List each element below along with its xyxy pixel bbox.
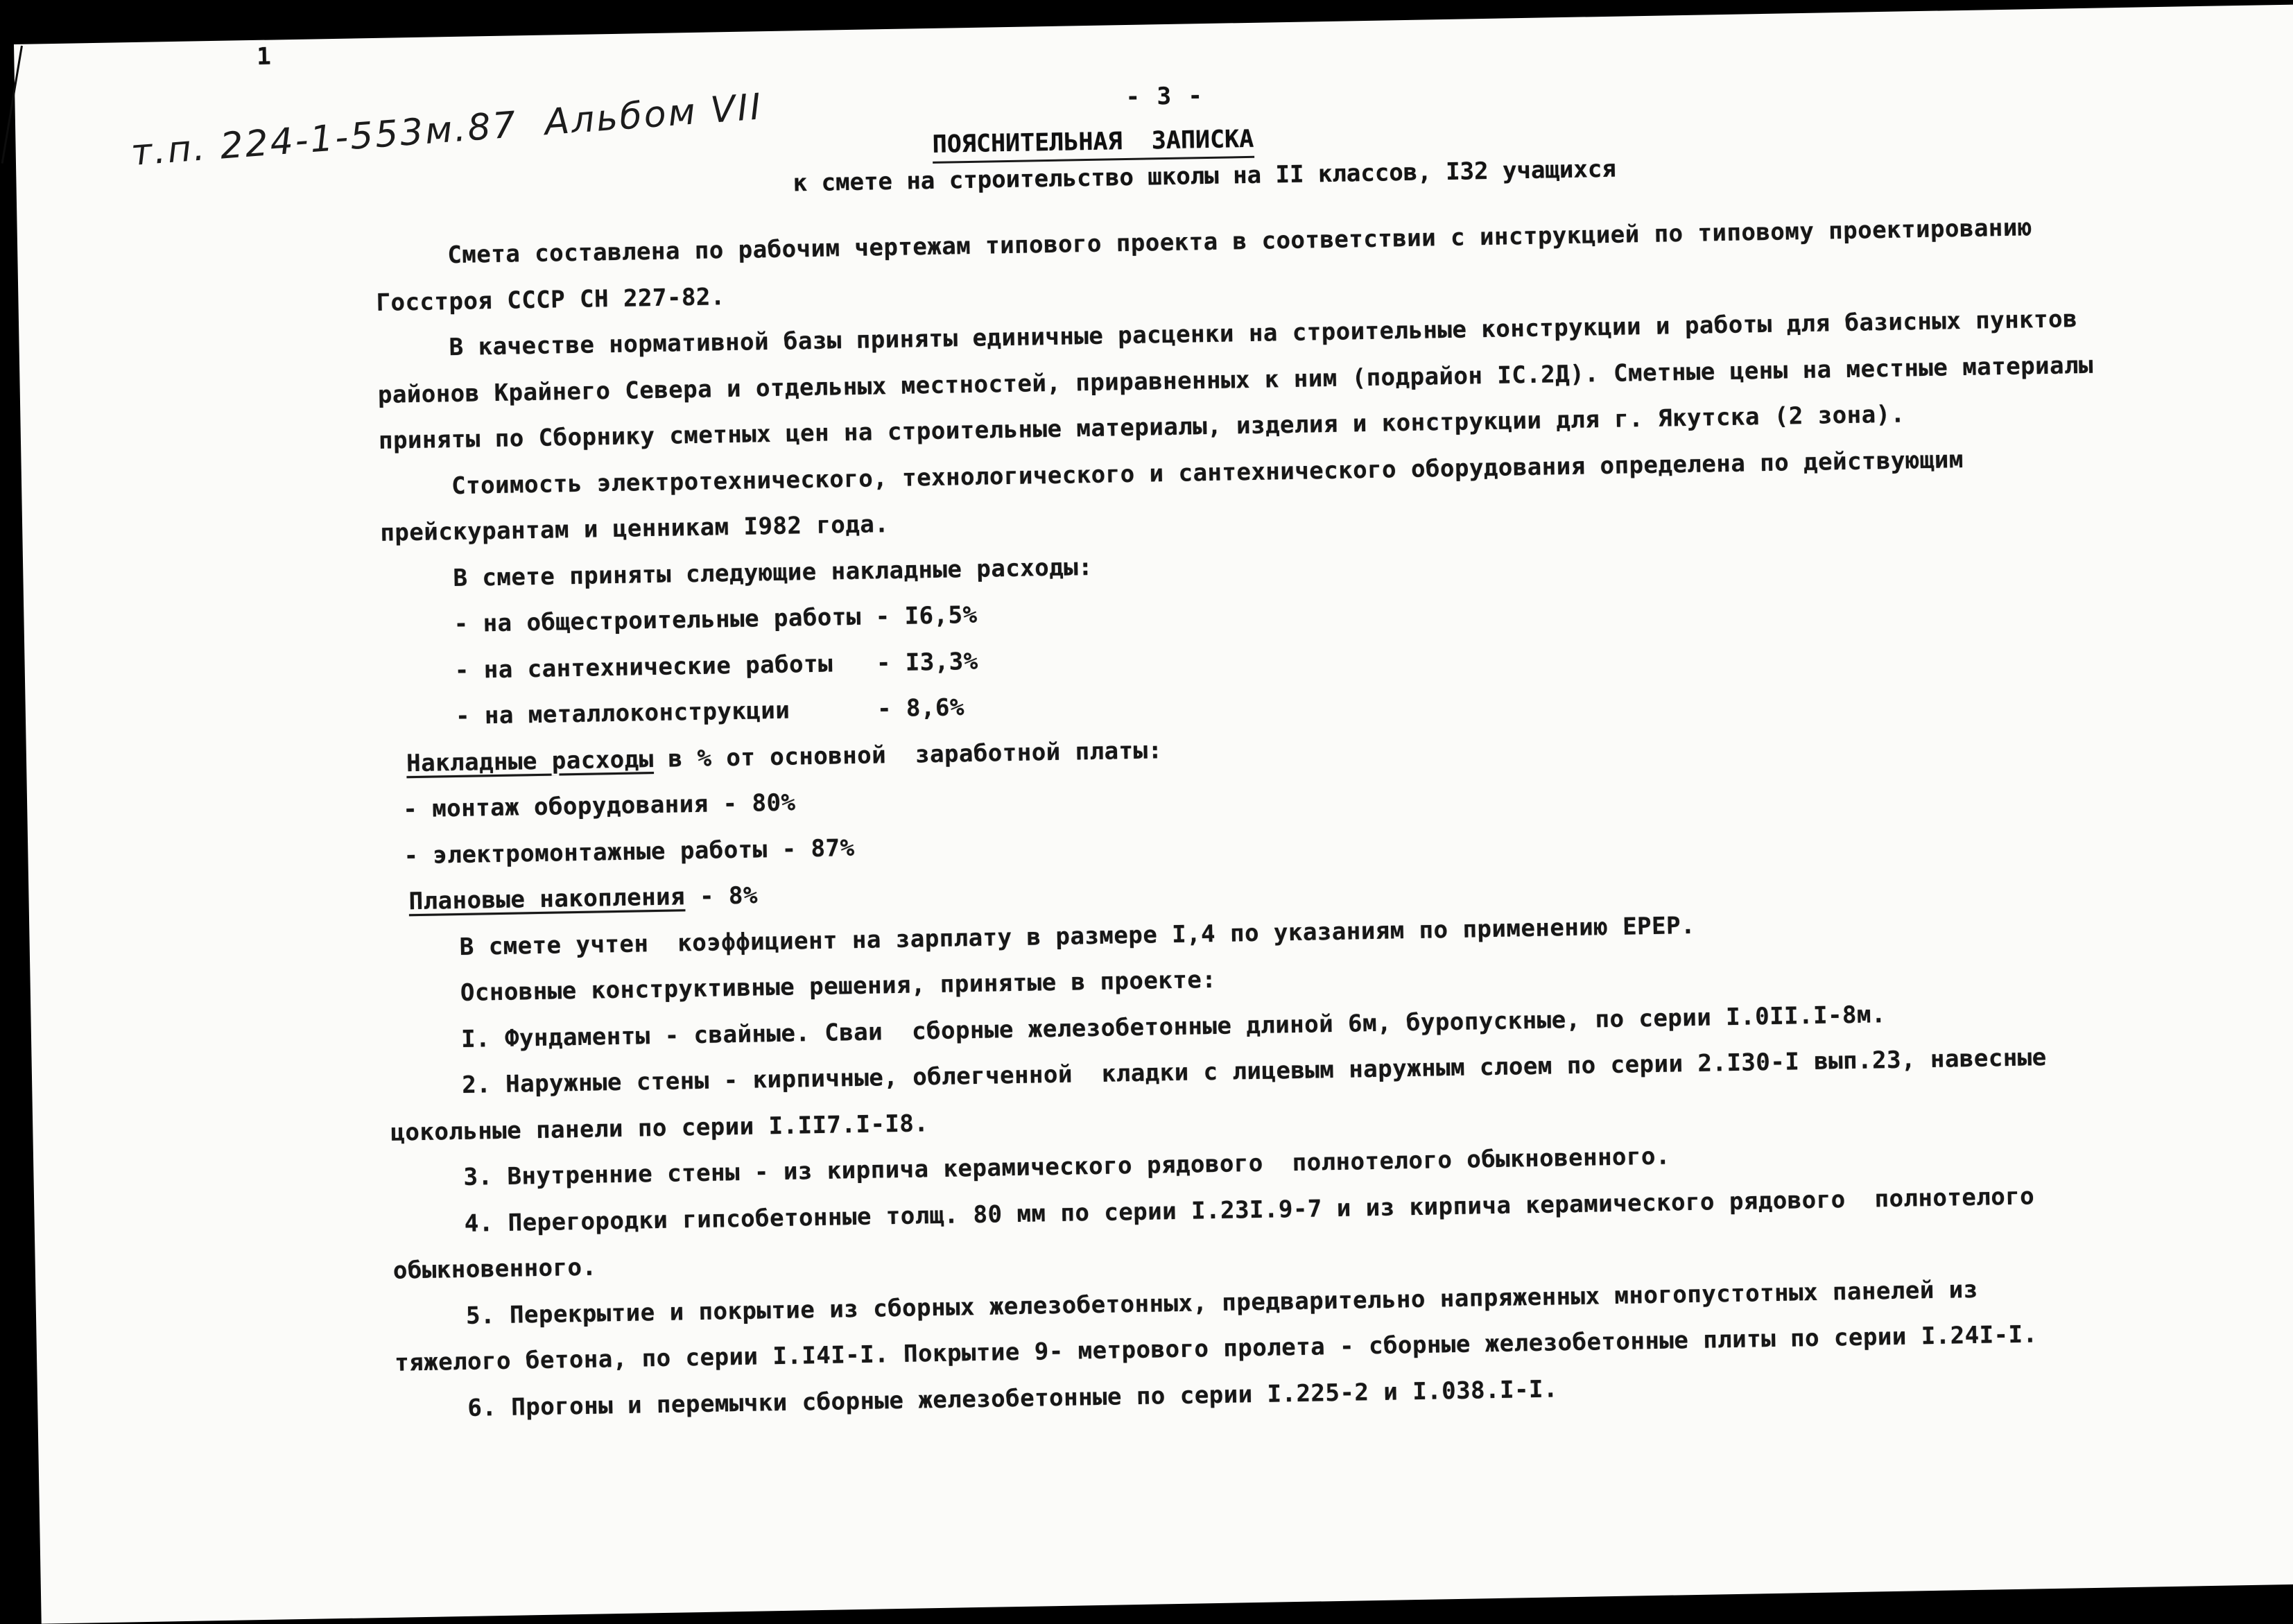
handwritten-tick-mark: 1 (257, 42, 272, 71)
document-line: 6. Прогоны и перемычки сборные железобетонные по серии I.225-2 и I.038.I-I. (467, 1374, 1559, 1422)
underlined-phrase: Накладные расходы (406, 745, 654, 777)
document-line: прейскурантам и ценникам I982 года. (380, 510, 890, 547)
document-line: I. Фундаменты - свайные. Сваи сборные железобетонные длиной 6м, буропускные, по серии I.0II.I-8м. (460, 1000, 1887, 1053)
document-line: цокольные панели по серии I.II7.I-I8. (390, 1109, 929, 1147)
document-line: обыкновенного. (392, 1253, 597, 1285)
document-line: 3. Внутренние стены - из кирпича керамического рядового полнотелого обыкновенного. (463, 1142, 1671, 1191)
document-line: - на общестроительные работы - I6,5% (453, 601, 978, 639)
document-line: Стоимость электротехнического, технологического и сантехнического оборудования определена по действующим (451, 445, 1964, 500)
document-line: приняты по Сборнику сметных цен на строительные материалы, изделия и конструкции для г. Якутска (2 зона). (378, 400, 1905, 455)
document-line: - электромонтажные работы - 87% (404, 833, 855, 870)
document-title: ПОЯСНИТЕЛЬНАЯ ЗАПИСКА (932, 126, 1254, 164)
underlined-phrase: Плановые накопления (408, 883, 686, 916)
document-line: Плановые накопления - 8% (408, 881, 759, 916)
document-line: Основные конструктивные решения, принятые в проекте: (460, 965, 1217, 1007)
document-line: - монтаж оборудования - 80% (402, 788, 796, 824)
document-line: районов Крайнего Севера и отдельных местностей, приравненных к ним (подрайон IС.2Д). Сметные цены на местные материалы (377, 351, 2094, 409)
page-number: - 3 - (1125, 82, 1204, 112)
document-line: тяжелого бетона, по серии I.I4I-I. Покрытие 9- метрового пролета - сборные железобетонные плиты по серии I.24I-I. (394, 1320, 2038, 1377)
document-line: Накладные расходы в % от основной заработной платы: (406, 736, 1163, 777)
document-body (375, 204, 2111, 1433)
handwritten-project-code: т.п. 224-1-553м.87 Альбом VII (129, 86, 765, 175)
document-line: В качестве нормативной базы приняты единичные расценки на строительные конструкции и работы для базисных пунктов (449, 305, 2078, 362)
scanned-page (14, 3, 2293, 1623)
document-line: В смете учтен коэффициент на зарплату в размере I,4 по указаниям по применению ЕРЕР. (459, 911, 1696, 961)
document-line: В смете приняты следующие накладные расходы: (453, 553, 1093, 592)
document-line: - на сантехнические работы - I3,3% (454, 647, 979, 684)
document-line: 2. Наружные стены - кирпичные, облегченной кладки с лицевым наружным слоем по серии 2.I30-I вып.23, навесные (461, 1044, 2047, 1099)
document-line: - на металлоконструкции - 8,6% (455, 693, 965, 731)
document-line: 4. Перегородки гипсобетонные толщ. 80 мм по серии I.23I.9-7 и из кирпича керамического рядового полнотелого (464, 1182, 2035, 1238)
document-line: 5. Перекрытие и покрытие из сборных железобетонных, предварительно напряженных многопустотных панелей из (465, 1275, 1978, 1330)
document-line: Смета составлена по рабочим чертежам типового проекта в соответствии с инструкцией по типовому проектированию (447, 214, 2033, 270)
document-line: Госстроя СССР СН 227-82. (376, 282, 726, 317)
document-subtitle: к смете на строительство школы на II классов, I32 учащихся (793, 155, 1617, 198)
